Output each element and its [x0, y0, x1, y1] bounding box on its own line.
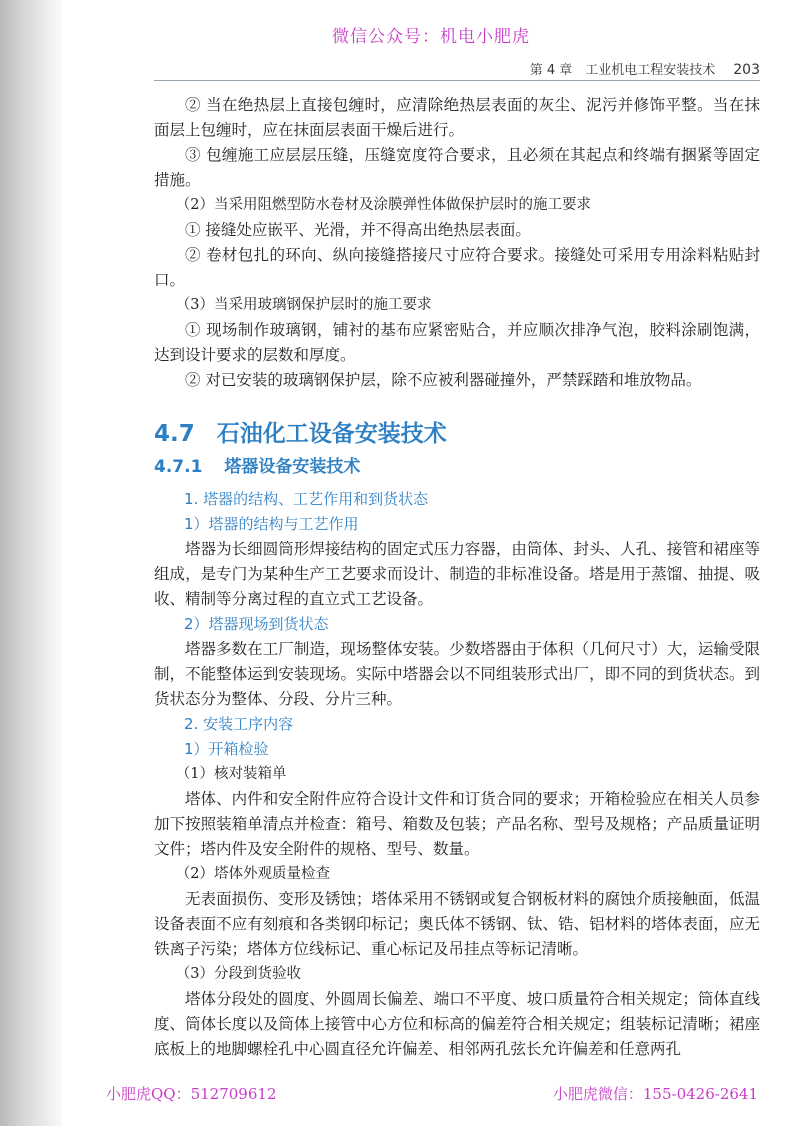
body-paragraph: ② 对已安装的玻璃钢保护层，除不应被利器碰撞外，严禁踩踏和堆放物品。	[185, 371, 702, 389]
numbered-subheading: （1）核对装箱单	[175, 766, 287, 782]
numbered-subheading: （3）分段到货验收	[175, 966, 301, 982]
book-spine-shadow	[0, 0, 62, 1126]
watermark-bottom-left: 小肥虎QQ：512709612	[106, 1085, 277, 1103]
section-heading	[154, 417, 760, 451]
running-head	[154, 59, 760, 78]
heading-number: 4.7	[154, 421, 195, 447]
watermark-top: 微信公众号：机电小肥虎	[332, 27, 530, 47]
body-paragraph: 塔器多数在工厂制造，现场整体安装。少数塔器由于体积（几何尺寸）大，运输受限制，不能整体运到安装现场。实际中塔器会以不同组装形式出厂，即不同的到货状态。到货状态分为整体、分段、分片三种。	[154, 640, 760, 708]
body-paragraph: ② 卷材包扎的环向、纵向接缝搭接尺寸应符合要求。接缝处可采用专用涂料粘贴封口。	[154, 246, 760, 289]
heading-number: 4.7.1	[154, 457, 203, 477]
body-paragraph: ① 现场制作玻璃钢，铺衬的基布应紧密贴合，并应顺次排净气泡，胶料涂刷饱满，达到设计要求的层数和厚度。	[154, 321, 760, 364]
item-heading: 2. 安装工序内容	[184, 715, 294, 733]
numbered-subheading: （3）当采用玻璃钢保护层时的施工要求	[175, 297, 432, 313]
body-paragraph: 塔体分段处的圆度、外圆周长偏差、端口不平度、坡口质量符合相关规定；筒体直线度、筒体长度以及筒体上接管中心方位和标高的偏差符合相关规定；组装标记清晰；裙座底板上的地脚螺栓孔中心圆直径允许偏差、相邻两孔弦长允许偏差和任意两孔	[154, 990, 760, 1058]
page-body	[154, 93, 760, 1062]
numbered-subheading: （2）塔体外观质量检查	[175, 866, 330, 882]
watermark-bottom-right: 小肥虎微信：155-0426-2641	[552, 1085, 758, 1103]
chapter-title: 第 4 章 工业机电工程安装技术	[529, 63, 716, 78]
item-heading: 1）塔器的结构与工艺作用	[184, 515, 359, 533]
body-paragraph: ③ 包缠施工应层层压缝，压缝宽度符合要求，且必须在其起点和终端有捆紧等固定措施。	[154, 146, 760, 189]
body-paragraph: 塔体、内件和安全附件应符合设计文件和订货合同的要求；开箱检验应在相关人员参加下按照装箱单清点并检查：箱号、箱数及包装；产品名称、型号及规格；产品质量证明文件；塔内件及安全附件的规格、型号、数量。	[154, 790, 760, 858]
item-heading: 1. 塔器的结构、工艺作用和到货状态	[184, 490, 429, 508]
body-paragraph: 无表面损伤、变形及锈蚀；塔体采用不锈钢或复合钢板材料的腐蚀介质接触面，低温设备表面不应有刻痕和各类钢印标记；奥氏体不锈钢、钛、锆、铝材料的塔体表面，应无铁离子污染；塔体方位线标记、重心标记及吊挂点等标记清晰。	[154, 890, 760, 958]
heading-text: 石油化工设备安装技术	[216, 421, 447, 447]
body-paragraph: ① 接缝处应嵌平、光滑，并不得高出绝热层表面。	[185, 221, 531, 239]
body-paragraph: ② 当在绝热层上直接包缠时，应清除绝热层表面的灰尘、泥污并修饰平整。当在抹面层上包缠时，应在抹面层表面干燥后进行。	[154, 96, 760, 139]
page-number: 203	[733, 62, 760, 78]
body-paragraph: 塔器为长细圆筒形焊接结构的固定式压力容器，由筒体、封头、人孔、接管和裙座等组成，是专门为某种生产工艺要求而设计、制造的非标准设备。塔是用于蒸馏、抽提、吸收、精制等分离过程的直立式工艺设备。	[154, 540, 760, 608]
item-heading: 2）塔器现场到货状态	[184, 615, 329, 633]
subsection-heading	[154, 453, 760, 481]
page	[62, 0, 800, 1126]
item-heading: 1）开箱检验	[184, 740, 269, 758]
header-rule	[154, 80, 760, 81]
numbered-subheading: （2）当采用阻燃型防水卷材及涂膜弹性体做保护层时的施工要求	[175, 197, 591, 213]
heading-text: 塔器设备安装技术	[224, 457, 361, 477]
